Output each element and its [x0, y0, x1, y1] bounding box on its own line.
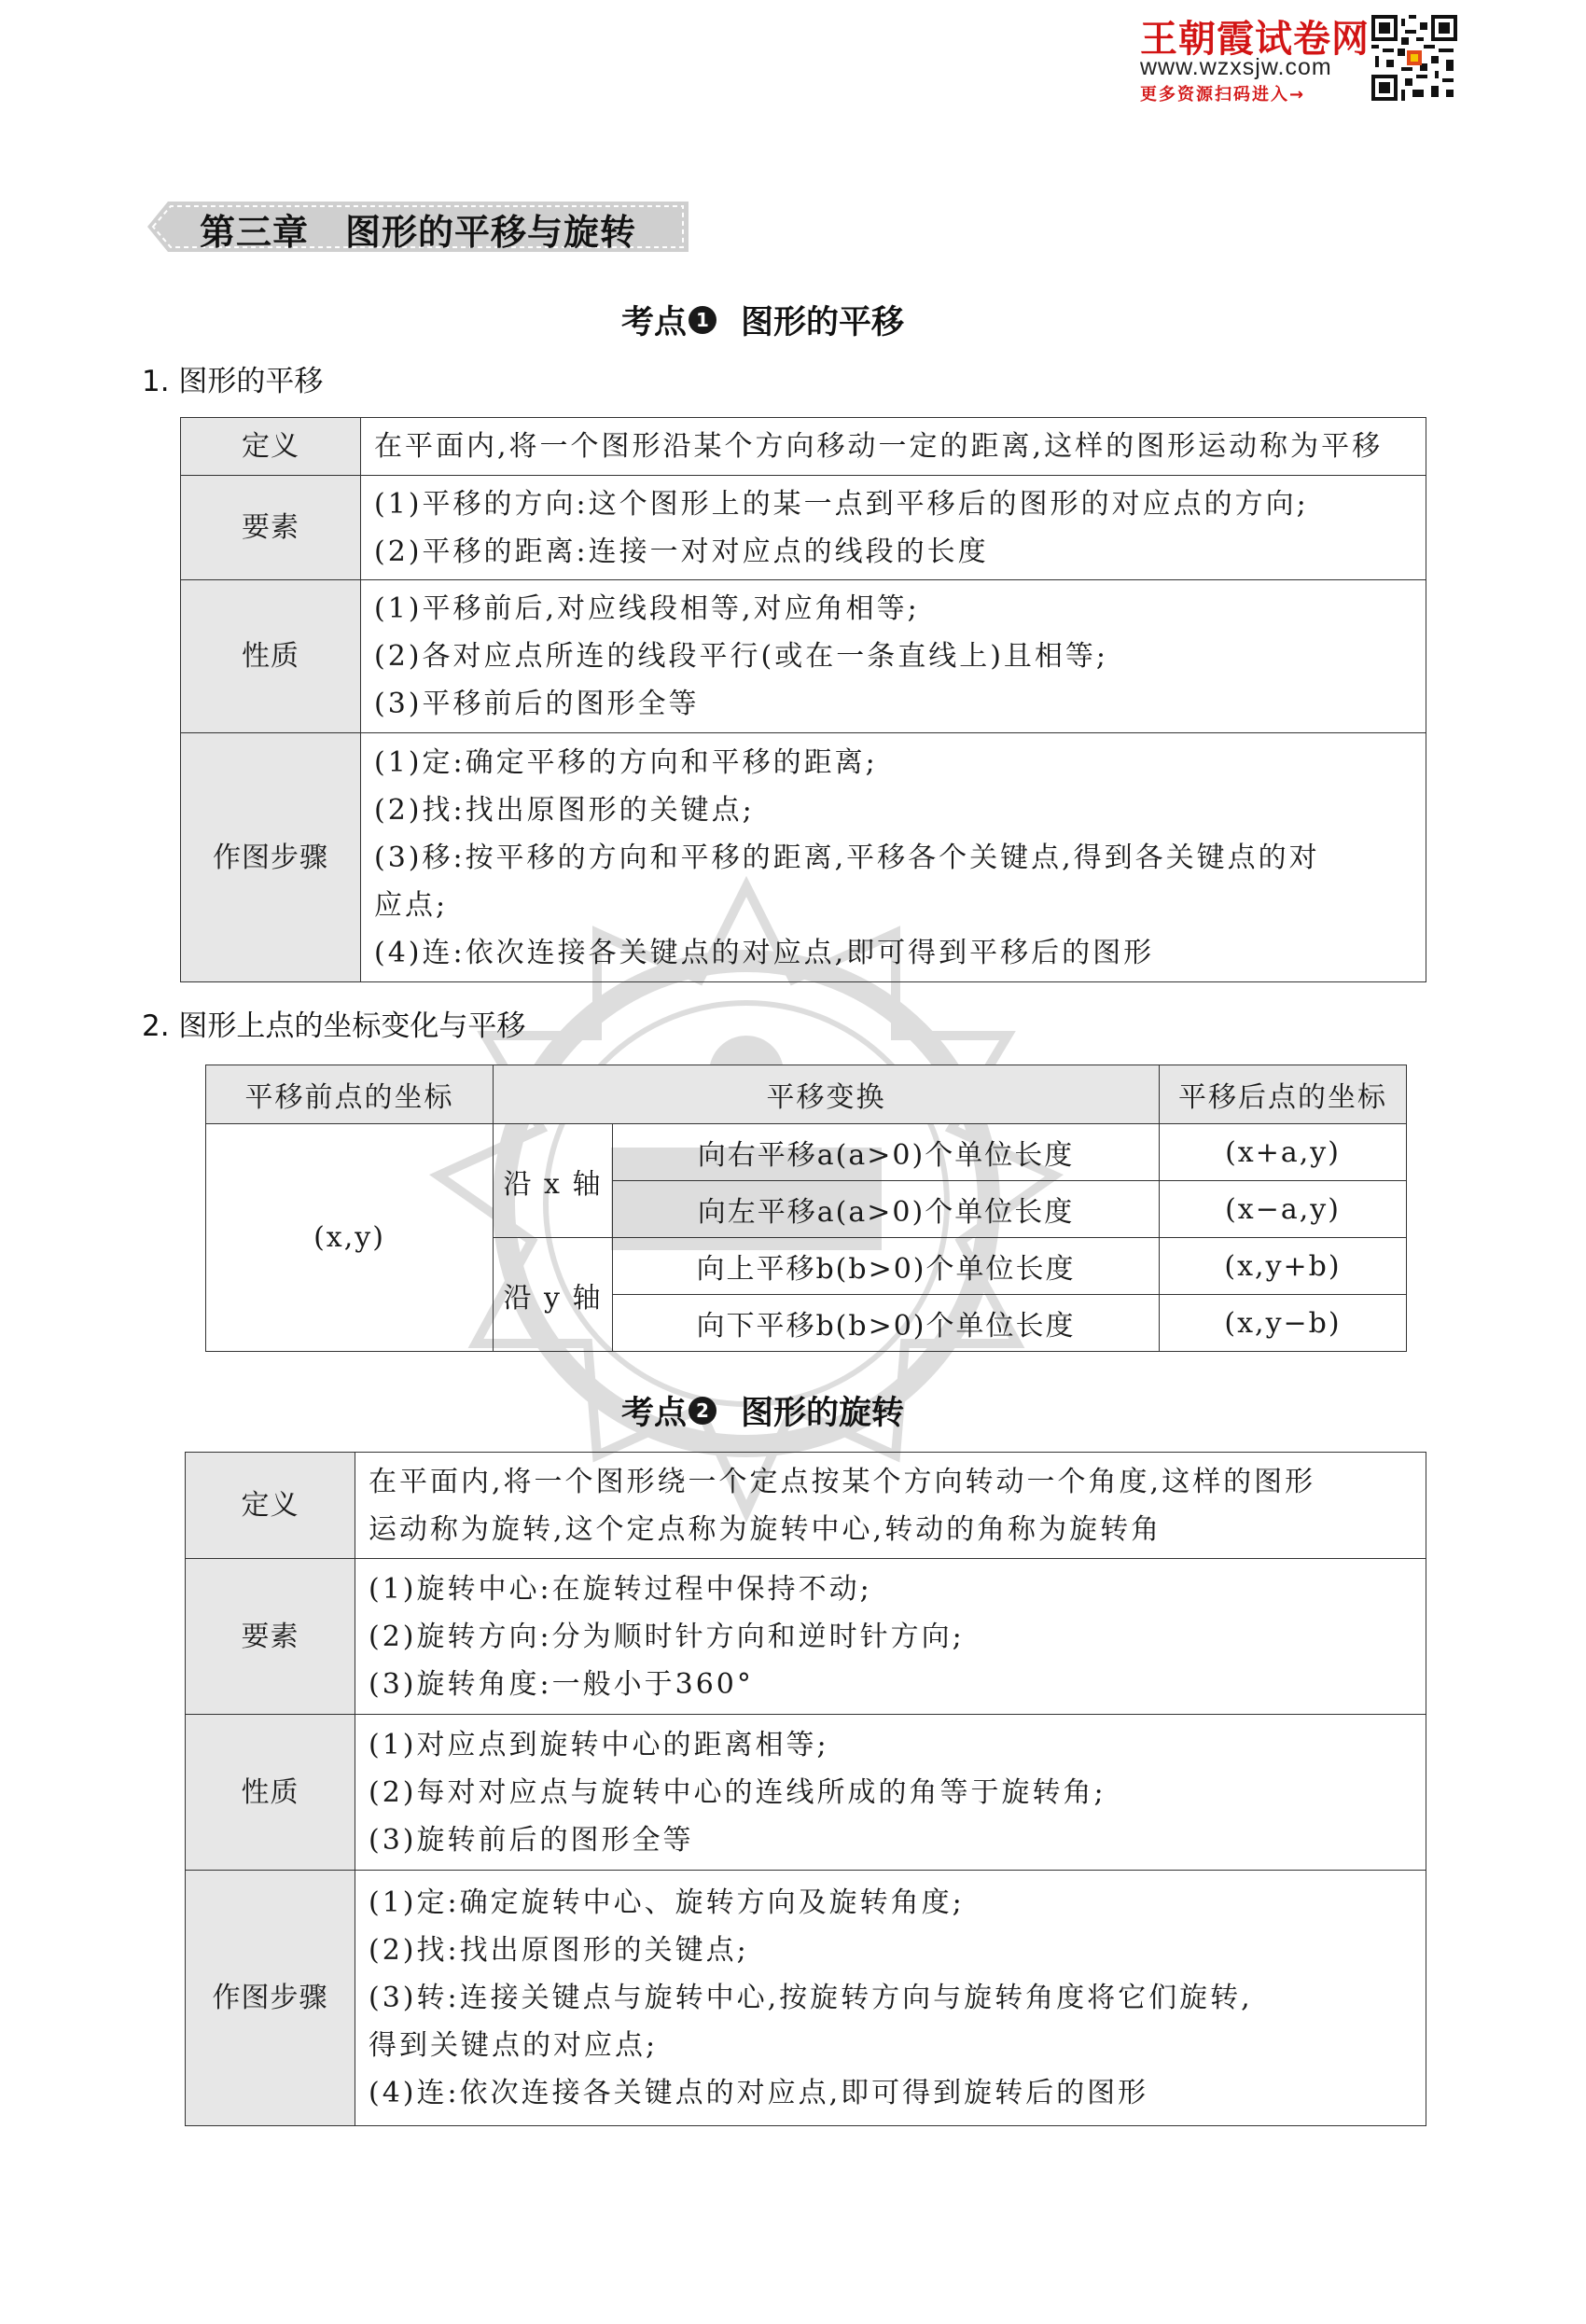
row-content [355, 1453, 1426, 1559]
topic1-title [621, 297, 904, 343]
row-label: 作图步骤 [181, 733, 361, 982]
row-content [361, 476, 1426, 580]
row-line: (1)平移的方向:这个图形上的某一点到平移后的图形的对应点的方向; [374, 487, 1309, 521]
row-label: 要素 [186, 1559, 355, 1715]
rotation-table [185, 1452, 1426, 2126]
row-line: (2)平移的距离:连接一对对应点的线段的长度 [374, 535, 989, 568]
row-line: (3)转:连接关键点与旋转中心,按旋转方向与旋转角度将它们旋转, [369, 1982, 1253, 2014]
row-line: (1)对应点到旋转中心的距离相等; [369, 1728, 829, 1761]
row-content [361, 418, 1426, 476]
row-line: (2)找:找出原图形的关键点; [374, 793, 755, 827]
table-row [181, 418, 1426, 476]
topic2-prefix: 考点 [621, 1395, 688, 1432]
row-line: (4)连:依次连接各关键点的对应点,即可得到平移后的图形 [374, 936, 1155, 969]
topic2-title [621, 1387, 904, 1434]
cell-transform: 向下平移b(b>0)个单位长度 [613, 1295, 1160, 1352]
row-label: 定义 [186, 1453, 355, 1559]
table-row [181, 733, 1426, 982]
header-transform: 平移变换 [494, 1065, 1160, 1124]
qr-code-icon[interactable] [1371, 15, 1457, 101]
row-line: (2)旋转方向:分为顺时针方向和逆时针方向; [369, 1620, 965, 1653]
row-line: 应点; [374, 888, 449, 922]
row-content [361, 580, 1426, 733]
row-content [355, 1871, 1426, 2126]
cell-after: (x,y+b) [1160, 1238, 1407, 1295]
table-row [206, 1124, 1407, 1181]
row-line: (3)旋转角度:一般小于360° [369, 1667, 754, 1701]
cell-before-coordinate: (x,y) [206, 1124, 494, 1352]
row-line: (1)定:确定旋转中心、旋转方向及旋转角度; [369, 1886, 965, 1919]
header-before: 平移前点的坐标 [206, 1065, 494, 1124]
cell-axis-y: 沿 y 轴 [494, 1238, 613, 1352]
topic1-subtitle-2: 2. 图形上点的坐标变化与平移 [142, 1009, 526, 1043]
row-line: 在平面内,将一个图形绕一个定点按某个方向转动一个角度,这样的图形 [369, 1465, 1316, 1498]
table-row [181, 476, 1426, 580]
row-line: (3)移:按平移的方向和平移的距离,平移各个关键点,得到各关键点的对 [374, 841, 1320, 874]
row-label: 作图步骤 [186, 1871, 355, 2126]
row-line: (2)各对应点所连的线段平行(或在一条直线上)且相等; [374, 640, 1109, 673]
row-line: (3)旋转前后的图形全等 [369, 1823, 694, 1857]
coordinate-table [205, 1065, 1407, 1352]
row-line: (1)旋转中心:在旋转过程中保持不动; [369, 1572, 872, 1606]
topic1-number-badge: 1 [689, 306, 716, 334]
header-after: 平移后点的坐标 [1160, 1065, 1407, 1124]
table-row [186, 1715, 1426, 1871]
cell-transform: 向上平移b(b>0)个单位长度 [613, 1238, 1160, 1295]
row-line: (2)每对对应点与旋转中心的连线所成的角等于旋转角; [369, 1775, 1106, 1809]
table-row [181, 580, 1426, 733]
row-label: 要素 [181, 476, 361, 580]
row-line: (4)连:依次连接各关键点的对应点,即可得到旋转后的图形 [369, 2077, 1149, 2109]
topic2-number-badge: 2 [689, 1397, 716, 1425]
row-line: 得到关键点的对应点; [369, 2029, 659, 2062]
row-line: (1)定:确定平移的方向和平移的距离; [374, 745, 878, 779]
row-line: (2)找:找出原图形的关键点; [369, 1934, 749, 1967]
row-content [355, 1559, 1426, 1715]
cell-axis-x: 沿 x 轴 [494, 1124, 613, 1238]
table-row [186, 1559, 1426, 1715]
site-logo-url[interactable]: www.wzxsjw.com [1140, 54, 1332, 80]
chapter-title: 第三章 图形的平移与旋转 [200, 212, 637, 253]
topic2-title-text: 图形的旋转 [741, 1395, 905, 1432]
cell-transform: 向左平移a(a>0)个单位长度 [613, 1181, 1160, 1238]
row-label: 性质 [181, 580, 361, 733]
row-line: 在平面内,将一个图形沿某个方向移动一定的距离,这样的图形运动称为平移 [374, 430, 1384, 463]
table-row [186, 1453, 1426, 1559]
row-label: 定义 [181, 418, 361, 476]
row-content [361, 733, 1426, 982]
cell-after: (x−a,y) [1160, 1181, 1407, 1238]
topic1-prefix: 考点 [621, 304, 688, 341]
row-label: 性质 [186, 1715, 355, 1871]
topic1-subtitle-1: 1. 图形的平移 [142, 365, 324, 398]
cell-transform: 向右平移a(a>0)个单位长度 [613, 1124, 1160, 1181]
site-logo-subtitle: 更多资源扫码进入→ [1140, 85, 1306, 104]
table-row [186, 1871, 1426, 2126]
table-header-row [206, 1065, 1407, 1124]
row-line: (3)平移前后的图形全等 [374, 688, 700, 720]
cell-after: (x,y−b) [1160, 1295, 1407, 1352]
row-content [355, 1715, 1426, 1871]
cell-after: (x+a,y) [1160, 1124, 1407, 1181]
row-line: (1)平移前后,对应线段相等,对应角相等; [374, 592, 920, 625]
site-logo-title[interactable]: 王朝霞试卷网 [1140, 18, 1370, 61]
translation-table [180, 417, 1426, 982]
row-line: 运动称为旋转,这个定点称为旋转中心,转动的角称为旋转角 [369, 1512, 1162, 1546]
topic1-title-text: 图形的平移 [741, 304, 905, 341]
